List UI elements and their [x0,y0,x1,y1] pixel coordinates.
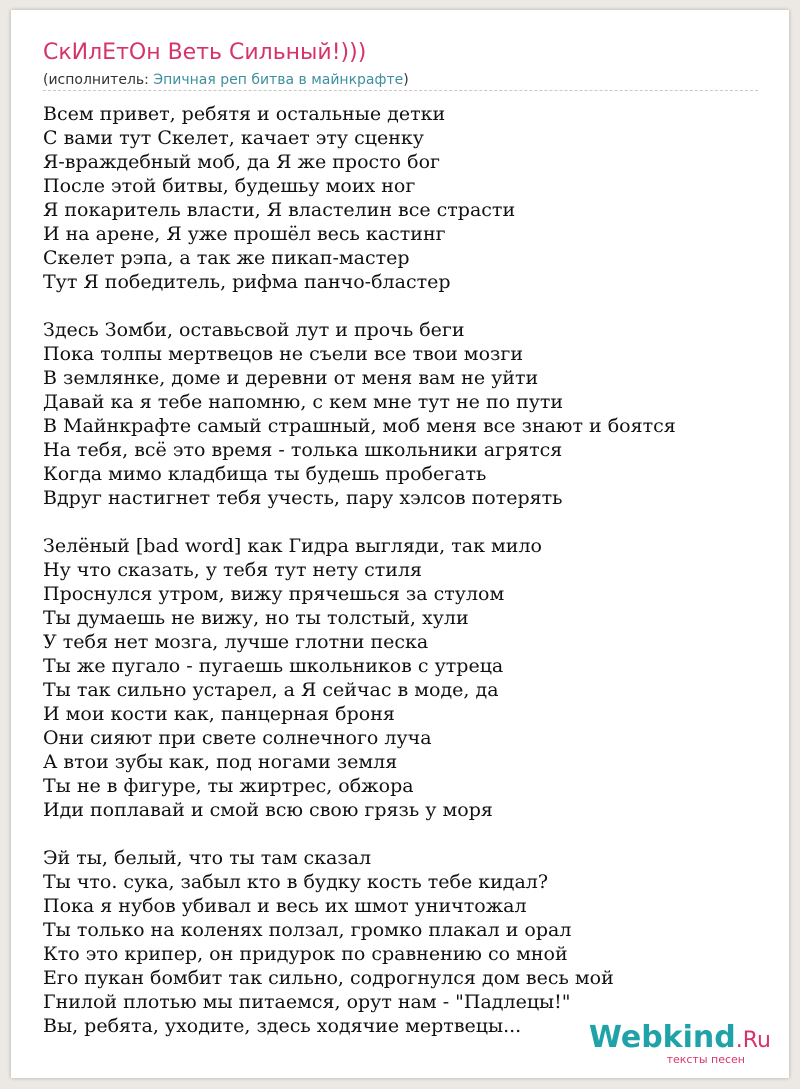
lyric-line: Зелёный [bad word] как Гидра выгляди, так мило [43,535,542,557]
lyrics-stanza [43,318,773,510]
lyric-line: Ты думаешь не вижу, но ты толстый, хули [43,607,469,629]
lyric-line: И на арене, Я уже прошёл весь кастинг [43,223,446,245]
lyrics-card [11,10,789,1078]
lyric-line: Эй ты, белый, что ты там сказал [43,847,372,869]
lyric-line: Вы, ребята, уходите, здесь ходячие мертвецы... [43,1015,522,1037]
lyrics-stanza [43,102,773,294]
lyric-line: Я покаритель власти, Я властелин все страсти [43,199,516,221]
song-title: СкИлЕтОн Веть Сильный!))) [43,40,367,65]
lyrics-stanza [43,846,773,1038]
lyric-line: И мои кости как, панцерная броня [43,703,395,725]
artist-prefix: (исполнитель: [43,72,154,88]
lyric-line: Скелет рэпа, а так же пикап-мастер [43,247,410,269]
lyric-line: На тебя, всё это время - толька школьники агрятся [43,439,563,461]
lyric-line: Ты так сильно устарел, а Я сейчас в моде, да [43,679,499,701]
lyric-line: А втои зубы как, под ногами земля [43,751,398,773]
title-divider [43,90,758,91]
logo-tagline: тексты песен [666,1053,745,1066]
lyric-line: Тут Я победитель, рифма панчо-бластер [43,271,451,293]
lyric-line: В Майнкрафте самый страшный, моб меня все знают и боятся [43,415,676,437]
lyric-line: С вами тут Скелет, качает эту сценку [43,127,424,149]
lyric-line: У тебя нет мозга, лучше глотни песка [43,631,429,653]
lyric-line: Здесь Зомби, оставьсвой лут и прочь беги [43,319,465,341]
lyric-line: Ну что сказать, у тебя тут нету стиля [43,559,422,581]
lyric-line: Ты что. сука, забыл кто в будку кость тебе кидал? [43,871,549,893]
lyric-line: Проснулся утром, вижу прячешься за стулом [43,583,505,605]
lyrics-body [43,102,773,1062]
artist-line [43,72,409,88]
lyric-line: Пока толпы мертвецов не съели все твои мозги [43,343,523,365]
artist-link[interactable]: Эпичная реп битва в майнкрафте [153,72,404,88]
lyric-line: Давай ка я тебе напомню, с кем мне тут не по пути [43,391,564,413]
logo-domain-text: .Ru [735,1028,771,1053]
lyric-line: Я-враждебный моб, да Я же просто бог [43,151,440,173]
lyric-line: Ты только на коленях ползал, громко плакал и орал [43,919,572,941]
lyrics-stanza [43,534,773,822]
site-logo[interactable] [581,1020,771,1070]
artist-suffix: ) [403,72,409,88]
lyric-line: Пока я нубов убивал и весь их шмот уничтожал [43,895,527,917]
lyric-line: Всем привет, ребятя и остальные детки [43,103,446,125]
lyric-line: Ты же пугало - пугаешь школьников с утреца [43,655,504,677]
lyric-line: После этой битвы, будешьу моих ног [43,175,416,197]
lyric-line: Вдруг настигнет тебя учесть, пару хэлсов потерять [43,487,563,509]
lyric-line: Когда мимо кладбища ты будешь пробегать [43,463,487,485]
lyric-line: Его пукан бомбит так сильно, содрогнулся дом весь мой [43,967,614,989]
lyric-line: Они сияют при свете солнечного луча [43,727,432,749]
lyric-line: Кто это крипер, он придурок по сравнению со мной [43,943,568,965]
lyric-line: Ты не в фигуре, ты жиртрес, обжора [43,775,414,797]
lyric-line: Иди поплавай и смой всю свою грязь у моря [43,799,493,821]
logo-main-text: Webkind [588,1020,736,1055]
lyric-line: В землянке, доме и деревни от меня вам не уйти [43,367,539,389]
lyric-line: Гнилой плотью мы питаемся, орут нам - "Падлецы!" [43,991,571,1013]
